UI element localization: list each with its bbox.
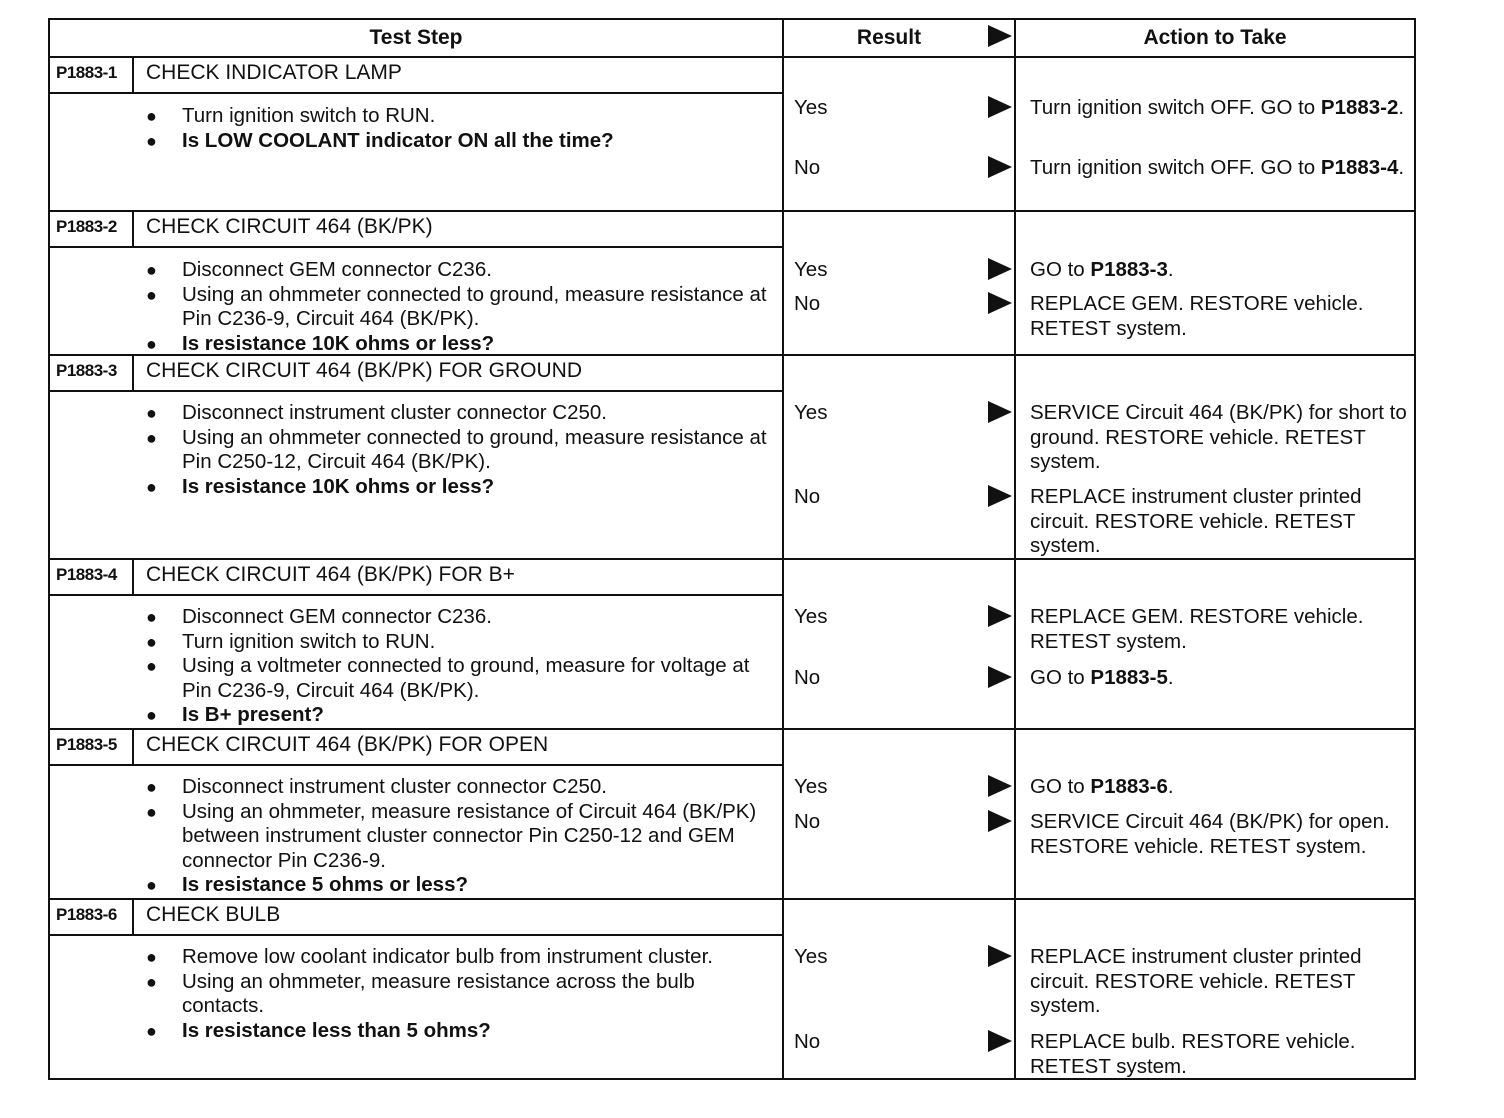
action-plain: GO to — [1030, 258, 1085, 281]
action-text — [1030, 775, 1410, 800]
action-text — [1030, 666, 1410, 691]
action-plain: REPLACE instrument cluster printed circuit. RESTORE vehicle. RETEST system. — [1030, 945, 1362, 1017]
step-title-divider — [50, 390, 782, 392]
action-text — [1030, 485, 1410, 559]
step-instruction: ● Using a voltmeter connected to ground, measure for voltage at Pin C236-9, Circuit 464 (BK/PK). — [142, 654, 782, 703]
result-yes: Yes — [794, 258, 828, 281]
step-instruction: ● Using an ohmmeter connected to ground, measure resistance at Pin C250-12, Circuit 464 (BK/PK). — [142, 426, 782, 475]
step-instruction: ● Using an ohmmeter, measure resistance of Circuit 464 (BK/PK) between instrument cluster connector Pin C250-12 and GEM connector Pin C236-9. — [142, 800, 782, 874]
action-text — [1030, 96, 1410, 121]
step-id-divider — [132, 354, 134, 390]
step-instruction: ● Disconnect instrument cluster connector C250. — [142, 401, 782, 426]
result-arrow-icon — [988, 810, 1012, 832]
action-punct: . — [1167, 258, 1174, 281]
step-title: CHECK CIRCUIT 464 (BK/PK) — [146, 215, 433, 238]
action-text — [1030, 401, 1410, 475]
header-divider — [50, 56, 1414, 58]
section-divider — [50, 898, 1414, 900]
step-id: P1883-4 — [56, 565, 117, 584]
section-divider — [50, 728, 1414, 730]
action-column-divider — [1014, 20, 1016, 1080]
result-yes: Yes — [794, 945, 828, 968]
step-instruction: ● Turn ignition switch to RUN. — [142, 104, 782, 129]
result-no: No — [794, 292, 821, 315]
action-step-ref: P1883-3 — [1090, 258, 1168, 281]
result-arrow-icon — [988, 775, 1012, 797]
header-result: Result — [856, 26, 922, 49]
step-bullet-list — [142, 401, 782, 499]
header-test-step: Test Step — [369, 26, 463, 49]
step-bullet-list — [142, 775, 782, 898]
action-plain: REPLACE GEM. RESTORE vehicle. RETEST system. — [1030, 292, 1364, 340]
step-instruction: ● Turn ignition switch to RUN. — [142, 630, 782, 655]
result-no: No — [794, 666, 821, 689]
result-arrow-icon — [988, 1030, 1012, 1052]
result-arrow-icon — [988, 485, 1012, 507]
result-yes: Yes — [794, 605, 828, 628]
result-arrow-icon — [988, 292, 1012, 314]
step-title-divider — [50, 246, 782, 248]
result-arrow-icon — [988, 156, 1012, 178]
action-plain: GO to — [1030, 775, 1085, 798]
result-no: No — [794, 485, 821, 508]
action-punct: . — [1167, 666, 1174, 689]
section-divider — [50, 210, 1414, 212]
step-id: P1883-6 — [56, 905, 117, 924]
action-punct: . — [1398, 156, 1405, 179]
result-arrow-icon — [988, 258, 1012, 280]
step-id: P1883-1 — [56, 63, 117, 82]
result-no: No — [794, 156, 821, 179]
step-id-divider — [132, 728, 134, 764]
step-instruction: ● Disconnect instrument cluster connector C250. — [142, 775, 782, 800]
result-arrow-icon — [988, 666, 1012, 688]
step-id: P1883-2 — [56, 217, 117, 236]
step-instruction: ● Remove low coolant indicator bulb from instrument cluster. — [142, 945, 782, 970]
step-id-divider — [132, 210, 134, 246]
action-plain: Turn ignition switch OFF. GO to — [1030, 156, 1316, 179]
step-bullet-list — [142, 104, 782, 153]
step-question: ● Is resistance less than 5 ohms? — [142, 1019, 782, 1044]
result-no: No — [794, 810, 821, 833]
action-step-ref: P1883-5 — [1090, 666, 1168, 689]
action-text — [1030, 258, 1410, 283]
step-title-divider — [50, 594, 782, 596]
step-id-divider — [132, 56, 134, 92]
step-question: ● Is resistance 10K ohms or less? — [142, 332, 782, 357]
header-arrow-icon — [988, 25, 1012, 47]
action-plain: SERVICE Circuit 464 (BK/PK) for short to ground. RESTORE vehicle. RETEST system. — [1030, 401, 1407, 473]
action-plain: REPLACE instrument cluster printed circuit. RESTORE vehicle. RETEST system. — [1030, 485, 1362, 557]
action-text — [1030, 945, 1410, 1019]
step-instruction: ● Disconnect GEM connector C236. — [142, 258, 782, 283]
step-title-divider — [50, 92, 782, 94]
action-text — [1030, 156, 1410, 181]
result-yes: Yes — [794, 775, 828, 798]
action-text — [1030, 605, 1410, 654]
action-step-ref: P1883-6 — [1090, 775, 1168, 798]
step-id: P1883-3 — [56, 361, 117, 380]
result-column-divider — [782, 20, 784, 1080]
action-step-ref: P1883-2 — [1320, 96, 1399, 119]
result-yes: Yes — [794, 96, 828, 119]
step-title-divider — [50, 764, 782, 766]
step-instruction: ● Using an ohmmeter, measure resistance across the bulb contacts. — [142, 970, 782, 1019]
diagnostic-table — [48, 18, 1416, 1080]
step-bullet-list — [142, 945, 782, 1043]
action-punct: . — [1167, 775, 1174, 798]
result-yes: Yes — [794, 401, 828, 424]
action-plain: GO to — [1030, 666, 1085, 689]
step-title: CHECK INDICATOR LAMP — [146, 61, 402, 84]
result-arrow-icon — [988, 945, 1012, 967]
action-plain: Turn ignition switch OFF. GO to — [1030, 96, 1316, 119]
step-instruction: ● Disconnect GEM connector C236. — [142, 605, 782, 630]
step-id-divider — [132, 898, 134, 934]
action-text — [1030, 292, 1410, 341]
step-title: CHECK CIRCUIT 464 (BK/PK) FOR B+ — [146, 563, 515, 586]
step-instruction: ● Using an ohmmeter connected to ground, measure resistance at Pin C236-9, Circuit 464 (BK/PK). — [142, 283, 782, 332]
step-bullet-list — [142, 605, 782, 728]
step-id: P1883-5 — [56, 735, 117, 754]
step-question: ● Is LOW COOLANT indicator ON all the time? — [142, 129, 782, 154]
result-arrow-icon — [988, 605, 1012, 627]
result-arrow-icon — [988, 96, 1012, 118]
step-title: CHECK CIRCUIT 464 (BK/PK) FOR GROUND — [146, 359, 583, 382]
step-id-divider — [132, 558, 134, 594]
step-question: ● Is resistance 10K ohms or less? — [142, 475, 782, 500]
result-arrow-icon — [988, 401, 1012, 423]
step-question: ● Is resistance 5 ohms or less? — [142, 873, 782, 898]
action-text — [1030, 810, 1410, 859]
action-plain: REPLACE bulb. RESTORE vehicle. RETEST system. — [1030, 1030, 1356, 1078]
action-punct: . — [1398, 96, 1405, 119]
step-question: ● Is B+ present? — [142, 703, 782, 728]
step-title: CHECK CIRCUIT 464 (BK/PK) FOR OPEN — [146, 733, 549, 756]
step-title: CHECK BULB — [146, 903, 281, 926]
step-bullet-list — [142, 258, 782, 356]
action-plain: SERVICE Circuit 464 (BK/PK) for open. RESTORE vehicle. RETEST system. — [1030, 810, 1390, 858]
step-title-divider — [50, 934, 782, 936]
action-plain: REPLACE GEM. RESTORE vehicle. RETEST system. — [1030, 605, 1364, 653]
action-text — [1030, 1030, 1410, 1079]
result-no: No — [794, 1030, 821, 1053]
action-step-ref: P1883-4 — [1320, 156, 1399, 179]
header-action: Action to Take — [1143, 26, 1287, 49]
